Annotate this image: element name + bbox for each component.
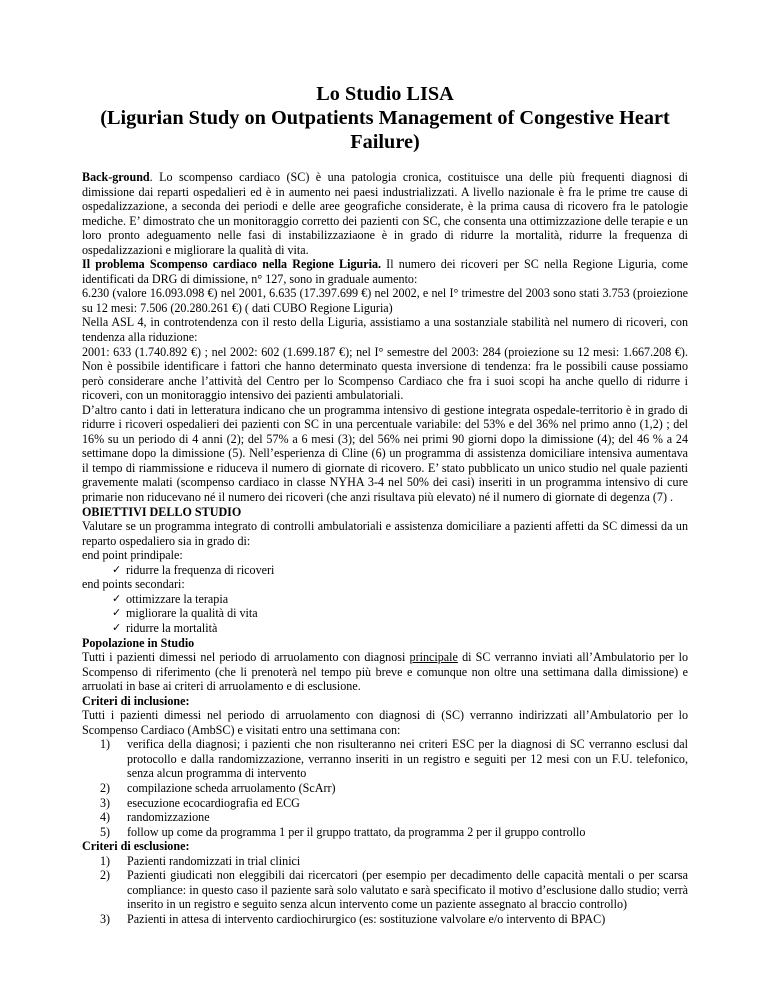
item-text: randomizzazione [127, 810, 210, 825]
title-line-1: Lo Studio LISA [316, 83, 454, 105]
inclusion-list [82, 737, 688, 839]
background-paragraph [82, 170, 688, 257]
population-heading: Popolazione in Studio [82, 635, 195, 650]
problem-text-3: Nella ASL 4, in controtendenza con il resto della Liguria, assistiamo a una sostanziale stabilità nel numero di ricoveri, con tendenza alla riduzione: [82, 315, 688, 345]
secondary-endpoint-item: ✓ ottimizzare la terapia [112, 592, 688, 607]
population-underlined-word: principale [409, 650, 458, 665]
item-number: 1) [100, 853, 111, 868]
title-line-3: Failure) [350, 131, 420, 153]
inclusion-item [82, 781, 688, 796]
background-text: . Lo scompenso cardiaco (SC) è una patologia cronica, costituisce una delle più frequenti diagnosi di dimissione dai reparti ospedalieri ed è in aumento nei paesi industrializzati. A livello nazionale è fra le prime tre cause di ospedalizzazione, a seconda dei periodi e delle aree geografiche considerate, è la prima causa di ricovero fra le patologie mediche. E’ dimostrato che un monitoraggio corretto dei pazienti con SC, che consenta una ottimizzazione delle terapie e un loro pronto adeguamento nelle fasi di instabilizzaziaone è in grado di ridurre la mortalità, ridurre la frequenza di ospedalizzazioni e migliorare la qualità di vita. [82, 170, 688, 257]
exclusion-item [82, 854, 688, 869]
item-number: 1) [100, 737, 111, 752]
document-body [82, 170, 688, 926]
item-text: verifica della diagnosi; i pazienti che non risulteranno nei criteri ESC per la diagnosi di SC verranno esclusi dal protocollo e dalla randomizzazione, verranno inseriti in un registro e seguiti per 12 mesi con un F.U. telefonico, senza alcun programma di intervento [127, 737, 688, 781]
exclusion-heading: Criteri di esclusione: [82, 839, 190, 854]
primary-endpoint-list [82, 563, 688, 578]
problem-text-2: 6.230 (valore 16.093.098 €) nel 2001, 6.635 (17.397.699 €) nel 2002, e nel I° trimestre del 2003 sono stati 3.753 (proiezione su 12 mesi: 7.506 (20.280.261 €) ( dati CUBO Regione Liguria) [82, 286, 688, 315]
inclusion-item [82, 796, 688, 811]
inclusion-item [82, 810, 688, 825]
exclusion-item [82, 868, 688, 912]
item-number: 4) [100, 810, 111, 825]
secondary-endpoint-label: end points secondari: [82, 577, 185, 592]
population-text [82, 650, 688, 694]
problem-text-1: Il numero dei ricoveri per SC nella Regione Liguria, come identificati da DRG di dimissione, n° 127, sono in graduale aumento: [82, 257, 688, 286]
title-line-2: (Ligurian Study on Outpatients Management of Congestive Heart [100, 107, 670, 129]
item-text: esecuzione ecocardiografia ed ECG [127, 795, 300, 810]
item-text: Pazienti in attesa di intervento cardiochirurgico (es: sostituzione valvolare e/o intervento di BPAC) [127, 911, 606, 926]
primary-endpoint-item: ✓ ridurre la frequenza di ricoveri [112, 563, 688, 578]
objectives-text: Valutare se un programma integrato di controlli ambulatoriali e assistenza domiciliare a pazienti affetti da SC dimessi da un reparto ospedaliero sia in grado di: [82, 519, 688, 548]
exclusion-item [82, 912, 688, 927]
primary-endpoint-label: end point prindipale: [82, 548, 183, 563]
problem-text-4: 2001: 633 (1.740.892 €) ; nel 2002: 602 (1.699.187 €); nel I° semestre del 2003: 284 (proiezione su 12 mesi: 1.667.208 €). Non è possibile identificare i fattori che hanno determinato questa inversione di tendenza: fra le possibili cause possiamo però considerare anche l’attività del Centro per lo Scompenso Cardiaco che fra i suoi scopi ha anche quello di ridurre i ricoveri, con un monitoraggio intensivo dei pazienti ambulatoriali. [82, 344, 688, 403]
inclusion-heading: Criteri di inclusione: [82, 693, 190, 708]
problem-text-5: D’altro canto i dati in letteratura indicano che un programma intensivo di gestione integrata ospedale-territorio è in grado di ridurre i ricoveri ospedalieri dei pazienti con SC in una percentuale variabile: del 53% e del 36% nel primo anno (1,2) ; del 16% su un periodo di 4 anni (2); del 57% a 6 mesi (3); del 56% nei primi 90 giorni dopo la dimissione (4); del 46 % a 24 settimane dopo la dimissione (5). Nell’esperienza di Cline (6) un programma di assistenza domiciliare intensiva aumentava il tempo di riammissione e riduceva il numero di giornate di ricovero. E’ stato pubblicato un unico studio nel quale pazienti gravemente malati (scompenso cardiaco in classe NYHA 3-4 nel 50% dei casi) inseriti in un programma intensivo di cure primarie non riducevano né il numero dei ricoveri (che anzi risultava più elevato) né il numero di giornate di degenza (7) . [82, 402, 688, 505]
exclusion-list [82, 854, 688, 927]
problem-paragraph [82, 257, 688, 286]
item-number: 5) [100, 824, 111, 839]
objectives-heading: OBIETTIVI DELLO STUDIO [82, 504, 242, 519]
item-text: follow up come da programma 1 per il gruppo trattato, da programma 2 per il gruppo controllo [127, 824, 586, 839]
item-number: 3) [100, 795, 111, 810]
background-heading: Back-ground [82, 170, 150, 184]
secondary-endpoint-list [82, 592, 688, 636]
item-number: 2) [100, 868, 111, 883]
item-text: Pazienti giudicati non eleggibili dai ricercatori (per esempio per decadimento delle capacità mentali o per scarsa compliance: in questo caso il paziente sarà solo valutato e sarà specificato il motivo d’esclusione dallo studio; verrà inserito in un registro e seguito senza alcun intervento come un paziente assegnato al braccio controllo) [127, 868, 688, 912]
item-number: 2) [100, 780, 111, 795]
inclusion-item [82, 825, 688, 840]
population-text-start: Tutti i pazienti dimessi nel periodo di arruolamento con diagnosi [82, 650, 410, 665]
inclusion-item [82, 737, 688, 781]
problem-heading: Il problema Scompenso cardiaco nella Regione Liguria. [82, 257, 382, 272]
item-text: compilazione scheda arruolamento (ScArr) [127, 780, 336, 795]
item-text: Pazienti randomizzati in trial clinici [127, 853, 301, 868]
secondary-endpoint-item: ✓ ridurre la mortalità [112, 621, 688, 636]
secondary-endpoint-item: ✓ migliorare la qualità di vita [112, 606, 688, 621]
document-title [82, 82, 688, 154]
population-text-end: di SC verranno inviati all’Ambulatorio per lo Scompenso di riferimento (che li prenoterà nel tempo più breve e comunque non oltre una settimana dalla dimissione) e arruolati in base ai criteri di arruolamento e di esclusione. [82, 650, 688, 694]
item-number: 3) [100, 911, 111, 926]
inclusion-text: Tutti i pazienti dimessi nel periodo di arruolamento con diagnosi di (SC) verranno indirizzati all’Ambulatorio per lo Scompenso Cardiaco (AmbSC) e visitati entro una settimana con: [82, 708, 688, 737]
